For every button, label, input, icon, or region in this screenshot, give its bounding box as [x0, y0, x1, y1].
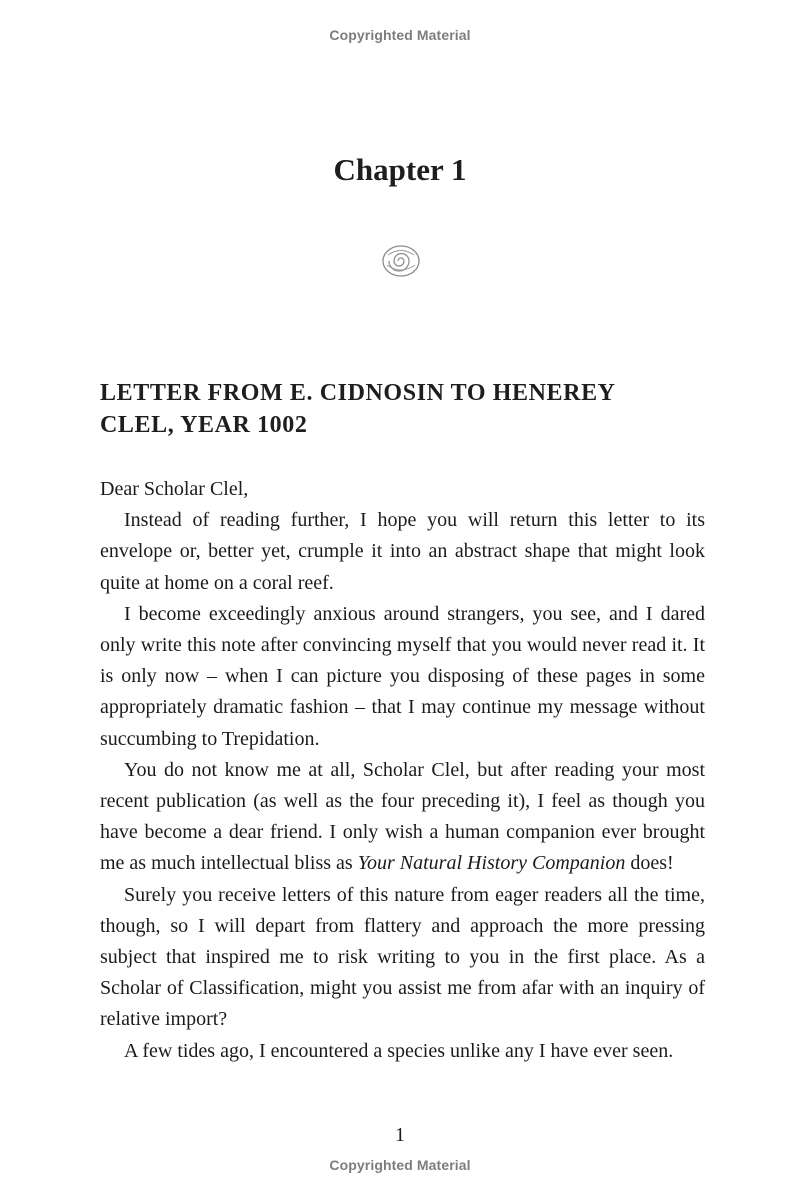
letter-heading-line: CLEL, YEAR 1002 [100, 412, 308, 438]
paragraph: I become exceedingly anxious around strangers, you see, and I dared only write this note after convincing myself that you would never read it. It is only now – when I can picture you disposing of these pages in some appropriately dramatic fashion – that I may continue my message without succumbing to Trepidation. [100, 602, 705, 750]
chapter-title: Chapter 1 [333, 152, 467, 187]
salutation: Dear Scholar Clel, [100, 478, 249, 500]
page-number: 1 [395, 1124, 405, 1146]
letter-body [100, 474, 705, 1067]
copyright-watermark-top: Copyrighted Material [329, 27, 471, 43]
paragraph-text: does! [625, 852, 674, 875]
book-title: Your Natural History Companion [357, 852, 626, 875]
paragraph-text: You do not know me at all, Scholar Clel, but after reading your most recent publication (as well as the four preceding it), I feel as though you have become a dear friend. I only wish a human companion ever brought me as much intellectual bliss as [100, 758, 705, 875]
copyright-watermark-bottom: Copyrighted Material [329, 1157, 471, 1173]
spiral-shell-icon [381, 243, 421, 279]
paragraph: Surely you receive letters of this nature from eager readers all the time, though, so I will depart from flattery and approach the more pressing subject that inspired me to risk writing to you in the first place. As a Scholar of Classification, might you assist me from afar with an inquiry of relative import? [100, 883, 705, 1031]
letter-heading-line: LETTER FROM E. CIDNOSIN TO HENEREY [100, 380, 616, 406]
paragraph [100, 755, 705, 880]
paragraph: A few tides ago, I encountered a species unlike any I have ever seen. [124, 1039, 674, 1062]
paragraph: Instead of reading further, I hope you will return this letter to its envelope or, better yet, crumple it into an abstract shape that might look quite at home on a coral reef. [100, 509, 705, 594]
letter-heading [100, 377, 700, 441]
